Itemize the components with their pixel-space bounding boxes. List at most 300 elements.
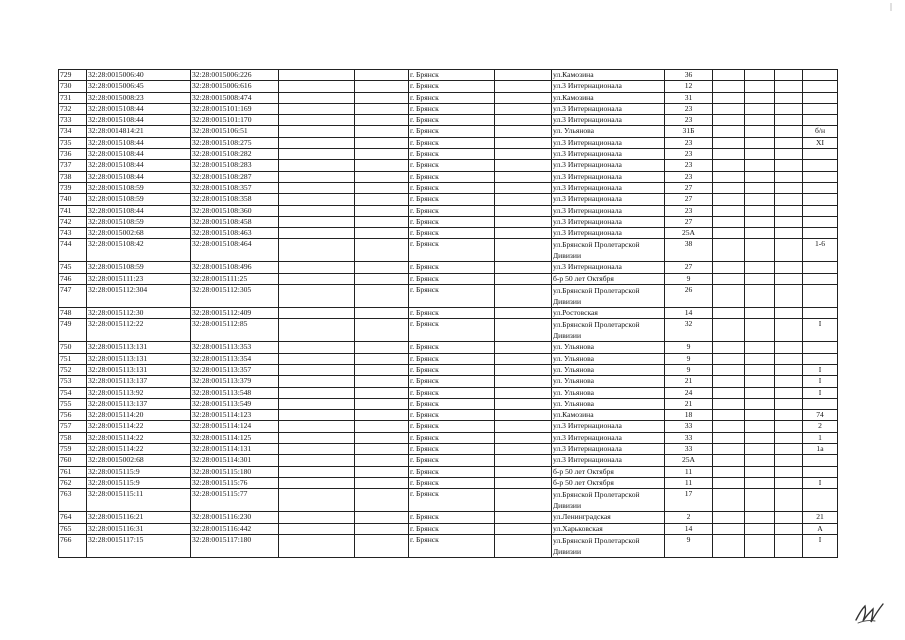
empty-cell bbox=[495, 523, 552, 534]
apartment-number bbox=[803, 115, 838, 126]
empty-cell bbox=[745, 149, 775, 160]
street: ул.3 Интернационала bbox=[552, 182, 665, 193]
city: г. Брянск bbox=[409, 364, 495, 375]
house-number: 23 bbox=[665, 160, 713, 171]
register-table bbox=[58, 69, 838, 558]
cadastral-number-land: 32:28:0015108:42 bbox=[87, 239, 191, 262]
empty-cell bbox=[713, 92, 745, 103]
empty-cell bbox=[355, 194, 409, 205]
house-number: 23 bbox=[665, 149, 713, 160]
empty-cell bbox=[713, 194, 745, 205]
cadastral-number-object: 32:28:0015108:358 bbox=[191, 194, 279, 205]
empty-cell bbox=[279, 262, 355, 273]
empty-cell bbox=[745, 273, 775, 284]
apartment-number bbox=[803, 455, 838, 466]
empty-cell bbox=[775, 477, 803, 488]
row-number: 730 bbox=[59, 81, 87, 92]
empty-cell bbox=[713, 512, 745, 523]
row-number: 763 bbox=[59, 489, 87, 512]
table-row bbox=[59, 523, 838, 534]
house-number: 26 bbox=[665, 285, 713, 308]
house-number: 9 bbox=[665, 364, 713, 375]
row-number: 747 bbox=[59, 285, 87, 308]
empty-cell bbox=[775, 285, 803, 308]
empty-cell bbox=[745, 410, 775, 421]
street: ул. Ульянова bbox=[552, 387, 665, 398]
apartment-number: б/н bbox=[803, 126, 838, 137]
cadastral-number-object: 32:28:0015116:230 bbox=[191, 512, 279, 523]
table-row bbox=[59, 137, 838, 148]
row-number: 733 bbox=[59, 115, 87, 126]
table-row bbox=[59, 273, 838, 284]
empty-cell bbox=[355, 432, 409, 443]
cadastral-number-object: 32:28:0015108:458 bbox=[191, 216, 279, 227]
table-row bbox=[59, 353, 838, 364]
cadastral-number-object: 32:28:0015114:125 bbox=[191, 432, 279, 443]
empty-cell bbox=[745, 194, 775, 205]
empty-cell bbox=[713, 239, 745, 262]
empty-cell bbox=[355, 205, 409, 216]
cadastral-number-land: 32:28:0015108:59 bbox=[87, 262, 191, 273]
cadastral-number-land: 32:28:0015108:59 bbox=[87, 194, 191, 205]
empty-cell bbox=[775, 239, 803, 262]
street: ул.Ростовская bbox=[552, 308, 665, 319]
empty-cell bbox=[745, 137, 775, 148]
empty-cell bbox=[355, 398, 409, 409]
empty-cell bbox=[495, 364, 552, 375]
row-number: 743 bbox=[59, 228, 87, 239]
scan-edge-mark bbox=[888, 0, 894, 10]
empty-cell bbox=[279, 398, 355, 409]
apartment-number: 1а bbox=[803, 444, 838, 455]
apartment-number: XI bbox=[803, 137, 838, 148]
cadastral-number-land: 32:28:0015113:92 bbox=[87, 387, 191, 398]
city: г. Брянск bbox=[409, 160, 495, 171]
table-row bbox=[59, 160, 838, 171]
empty-cell bbox=[355, 534, 409, 557]
empty-cell bbox=[775, 444, 803, 455]
empty-cell bbox=[495, 444, 552, 455]
table-row bbox=[59, 194, 838, 205]
cadastral-number-object: 32:28:0015108:496 bbox=[191, 262, 279, 273]
house-number: 23 bbox=[665, 171, 713, 182]
street: ул.Брянской Пролетарской Дивизии bbox=[552, 239, 665, 262]
city: г. Брянск bbox=[409, 455, 495, 466]
table-row bbox=[59, 444, 838, 455]
empty-cell bbox=[279, 319, 355, 342]
apartment-number bbox=[803, 466, 838, 477]
empty-cell bbox=[745, 115, 775, 126]
empty-cell bbox=[745, 364, 775, 375]
table-row bbox=[59, 319, 838, 342]
empty-cell bbox=[713, 455, 745, 466]
cadastral-number-object: 32:28:0015115:77 bbox=[191, 489, 279, 512]
city: г. Брянск bbox=[409, 70, 495, 81]
apartment-number bbox=[803, 81, 838, 92]
cadastral-number-land: 32:28:0015116:21 bbox=[87, 512, 191, 523]
cadastral-number-land: 32:28:0015112:30 bbox=[87, 308, 191, 319]
cadastral-number-object: 32:28:0015108:463 bbox=[191, 228, 279, 239]
empty-cell bbox=[775, 228, 803, 239]
street: ул.Харьковская bbox=[552, 523, 665, 534]
empty-cell bbox=[775, 126, 803, 137]
house-number: 11 bbox=[665, 477, 713, 488]
empty-cell bbox=[745, 228, 775, 239]
apartment-number: А bbox=[803, 523, 838, 534]
empty-cell bbox=[355, 228, 409, 239]
cadastral-number-land: 32:28:0015006:40 bbox=[87, 70, 191, 81]
house-number: 17 bbox=[665, 489, 713, 512]
street: ул.3 Интернационала bbox=[552, 81, 665, 92]
empty-cell bbox=[775, 92, 803, 103]
table-row bbox=[59, 421, 838, 432]
house-number: 14 bbox=[665, 308, 713, 319]
row-number: 764 bbox=[59, 512, 87, 523]
apartment-number bbox=[803, 285, 838, 308]
street: ул.3 Интернационала bbox=[552, 160, 665, 171]
cadastral-number-object: 32:28:0015108:275 bbox=[191, 137, 279, 148]
empty-cell bbox=[355, 319, 409, 342]
apartment-number: I bbox=[803, 534, 838, 557]
empty-cell bbox=[713, 205, 745, 216]
empty-cell bbox=[279, 126, 355, 137]
empty-cell bbox=[713, 149, 745, 160]
street: ул.3 Интернационала bbox=[552, 216, 665, 227]
street: ул.3 Интернационала bbox=[552, 228, 665, 239]
house-number: 23 bbox=[665, 137, 713, 148]
house-number: 21 bbox=[665, 376, 713, 387]
cadastral-number-land: 32:28:0015108:44 bbox=[87, 149, 191, 160]
empty-cell bbox=[713, 376, 745, 387]
empty-cell bbox=[713, 523, 745, 534]
apartment-number bbox=[803, 216, 838, 227]
empty-cell bbox=[495, 512, 552, 523]
empty-cell bbox=[745, 171, 775, 182]
row-number: 741 bbox=[59, 205, 87, 216]
empty-cell bbox=[745, 444, 775, 455]
cadastral-number-object: 32:28:0015108:283 bbox=[191, 160, 279, 171]
row-number: 757 bbox=[59, 421, 87, 432]
cadastral-number-land: 32:28:0015002:68 bbox=[87, 455, 191, 466]
empty-cell bbox=[279, 171, 355, 182]
empty-cell bbox=[775, 115, 803, 126]
empty-cell bbox=[495, 103, 552, 114]
row-number: 744 bbox=[59, 239, 87, 262]
empty-cell bbox=[745, 342, 775, 353]
row-number: 748 bbox=[59, 308, 87, 319]
apartment-number: I bbox=[803, 387, 838, 398]
empty-cell bbox=[713, 398, 745, 409]
empty-cell bbox=[745, 421, 775, 432]
cadastral-number-object: 32:28:0015113:357 bbox=[191, 364, 279, 375]
table-row bbox=[59, 115, 838, 126]
empty-cell bbox=[355, 523, 409, 534]
cadastral-number-object: 32:28:0015116:442 bbox=[191, 523, 279, 534]
empty-cell bbox=[495, 342, 552, 353]
apartment-number bbox=[803, 308, 838, 319]
empty-cell bbox=[495, 455, 552, 466]
cadastral-number-land: 32:28:0015108:44 bbox=[87, 160, 191, 171]
empty-cell bbox=[279, 149, 355, 160]
empty-cell bbox=[775, 455, 803, 466]
street: б-р 50 лет Октября bbox=[552, 273, 665, 284]
empty-cell bbox=[355, 216, 409, 227]
row-number: 760 bbox=[59, 455, 87, 466]
city: г. Брянск bbox=[409, 285, 495, 308]
apartment-number bbox=[803, 342, 838, 353]
empty-cell bbox=[713, 477, 745, 488]
street: ул. Ульянова bbox=[552, 126, 665, 137]
house-number: 33 bbox=[665, 432, 713, 443]
empty-cell bbox=[775, 171, 803, 182]
empty-cell bbox=[279, 273, 355, 284]
empty-cell bbox=[745, 376, 775, 387]
empty-cell bbox=[355, 512, 409, 523]
cadastral-number-land: 32:28:0015117:15 bbox=[87, 534, 191, 557]
apartment-number bbox=[803, 262, 838, 273]
house-number: 27 bbox=[665, 216, 713, 227]
empty-cell bbox=[495, 477, 552, 488]
empty-cell bbox=[745, 285, 775, 308]
row-number: 731 bbox=[59, 92, 87, 103]
city: г. Брянск bbox=[409, 92, 495, 103]
empty-cell bbox=[745, 81, 775, 92]
empty-cell bbox=[775, 160, 803, 171]
empty-cell bbox=[745, 182, 775, 193]
empty-cell bbox=[713, 308, 745, 319]
empty-cell bbox=[713, 489, 745, 512]
cadastral-number-land: 32:28:0015115:9 bbox=[87, 477, 191, 488]
empty-cell bbox=[495, 228, 552, 239]
house-number: 12 bbox=[665, 81, 713, 92]
empty-cell bbox=[279, 444, 355, 455]
city: г. Брянск bbox=[409, 342, 495, 353]
row-number: 759 bbox=[59, 444, 87, 455]
empty-cell bbox=[495, 216, 552, 227]
table-row bbox=[59, 489, 838, 512]
cadastral-number-land: 32:28:0015114:22 bbox=[87, 432, 191, 443]
empty-cell bbox=[279, 228, 355, 239]
empty-cell bbox=[775, 432, 803, 443]
empty-cell bbox=[279, 342, 355, 353]
cadastral-number-object: 32:28:0015113:548 bbox=[191, 387, 279, 398]
empty-cell bbox=[713, 81, 745, 92]
row-number: 761 bbox=[59, 466, 87, 477]
city: г. Брянск bbox=[409, 353, 495, 364]
table-row bbox=[59, 387, 838, 398]
city: г. Брянск bbox=[409, 182, 495, 193]
empty-cell bbox=[775, 421, 803, 432]
house-number: 9 bbox=[665, 353, 713, 364]
cadastral-number-land: 32:28:0015108:44 bbox=[87, 137, 191, 148]
empty-cell bbox=[355, 137, 409, 148]
empty-cell bbox=[279, 376, 355, 387]
empty-cell bbox=[495, 115, 552, 126]
empty-cell bbox=[279, 194, 355, 205]
empty-cell bbox=[495, 171, 552, 182]
empty-cell bbox=[745, 70, 775, 81]
cadastral-number-land: 32:28:0015008:23 bbox=[87, 92, 191, 103]
cadastral-number-land: 32:28:0015114:20 bbox=[87, 410, 191, 421]
city: г. Брянск bbox=[409, 387, 495, 398]
cadastral-number-object: 32:28:0015006:226 bbox=[191, 70, 279, 81]
empty-cell bbox=[745, 126, 775, 137]
empty-cell bbox=[495, 70, 552, 81]
empty-cell bbox=[713, 319, 745, 342]
city: г. Брянск bbox=[409, 228, 495, 239]
house-number: 23 bbox=[665, 103, 713, 114]
cadastral-number-object: 32:28:0015117:180 bbox=[191, 534, 279, 557]
empty-cell bbox=[745, 103, 775, 114]
cadastral-number-object: 32:28:0015108:357 bbox=[191, 182, 279, 193]
empty-cell bbox=[745, 432, 775, 443]
table-row bbox=[59, 228, 838, 239]
table-row bbox=[59, 216, 838, 227]
empty-cell bbox=[745, 512, 775, 523]
empty-cell bbox=[355, 364, 409, 375]
empty-cell bbox=[713, 137, 745, 148]
empty-cell bbox=[355, 182, 409, 193]
empty-cell bbox=[745, 92, 775, 103]
empty-cell bbox=[495, 432, 552, 443]
street: ул.Ленинградская bbox=[552, 512, 665, 523]
empty-cell bbox=[495, 126, 552, 137]
row-number: 746 bbox=[59, 273, 87, 284]
handwritten-page-signature bbox=[853, 598, 889, 628]
empty-cell bbox=[355, 81, 409, 92]
empty-cell bbox=[279, 70, 355, 81]
street: ул.3 Интернационала bbox=[552, 262, 665, 273]
empty-cell bbox=[775, 216, 803, 227]
empty-cell bbox=[713, 432, 745, 443]
empty-cell bbox=[745, 387, 775, 398]
house-number: 24 bbox=[665, 387, 713, 398]
empty-cell bbox=[495, 182, 552, 193]
city: г. Брянск bbox=[409, 216, 495, 227]
empty-cell bbox=[355, 273, 409, 284]
row-number: 749 bbox=[59, 319, 87, 342]
street: ул.3 Интернационала bbox=[552, 455, 665, 466]
table-row bbox=[59, 342, 838, 353]
empty-cell bbox=[775, 194, 803, 205]
cadastral-number-object: 32:28:0015115:76 bbox=[191, 477, 279, 488]
cadastral-number-object: 32:28:0015006:616 bbox=[191, 81, 279, 92]
empty-cell bbox=[279, 421, 355, 432]
cadastral-number-land: 32:28:0015112:22 bbox=[87, 319, 191, 342]
empty-cell bbox=[279, 364, 355, 375]
empty-cell bbox=[775, 387, 803, 398]
cadastral-number-land: 32:28:0015108:44 bbox=[87, 205, 191, 216]
apartment-number: I bbox=[803, 477, 838, 488]
city: г. Брянск bbox=[409, 489, 495, 512]
house-number: 21 bbox=[665, 398, 713, 409]
street: ул.3 Интернационала bbox=[552, 137, 665, 148]
street: ул.Камозина bbox=[552, 70, 665, 81]
table-row bbox=[59, 171, 838, 182]
table-row bbox=[59, 455, 838, 466]
empty-cell bbox=[279, 308, 355, 319]
empty-cell bbox=[775, 273, 803, 284]
empty-cell bbox=[713, 70, 745, 81]
street: ул.3 Интернационала bbox=[552, 103, 665, 114]
empty-cell bbox=[279, 103, 355, 114]
empty-cell bbox=[495, 353, 552, 364]
empty-cell bbox=[355, 149, 409, 160]
row-number: 766 bbox=[59, 534, 87, 557]
apartment-number bbox=[803, 70, 838, 81]
row-number: 758 bbox=[59, 432, 87, 443]
empty-cell bbox=[713, 115, 745, 126]
empty-cell bbox=[279, 205, 355, 216]
row-number: 745 bbox=[59, 262, 87, 273]
row-number: 737 bbox=[59, 160, 87, 171]
cadastral-number-object: 32:28:0015113:549 bbox=[191, 398, 279, 409]
empty-cell bbox=[775, 512, 803, 523]
city: г. Брянск bbox=[409, 534, 495, 557]
house-number: 9 bbox=[665, 273, 713, 284]
cadastral-number-object: 32:28:0015106:51 bbox=[191, 126, 279, 137]
empty-cell bbox=[745, 353, 775, 364]
house-number: 38 bbox=[665, 239, 713, 262]
city: г. Брянск bbox=[409, 512, 495, 523]
street: ул.3 Интернационала bbox=[552, 115, 665, 126]
cadastral-number-land: 32:28:0015006:45 bbox=[87, 81, 191, 92]
empty-cell bbox=[279, 353, 355, 364]
apartment-number: 21 bbox=[803, 512, 838, 523]
empty-cell bbox=[745, 205, 775, 216]
cadastral-number-object: 32:28:0015112:305 bbox=[191, 285, 279, 308]
apartment-number: I bbox=[803, 376, 838, 387]
empty-cell bbox=[355, 410, 409, 421]
cadastral-number-land: 32:28:0015113:131 bbox=[87, 364, 191, 375]
empty-cell bbox=[279, 115, 355, 126]
empty-cell bbox=[355, 308, 409, 319]
empty-cell bbox=[775, 410, 803, 421]
apartment-number bbox=[803, 194, 838, 205]
row-number: 754 bbox=[59, 387, 87, 398]
empty-cell bbox=[745, 319, 775, 342]
house-number: 11 bbox=[665, 466, 713, 477]
empty-cell bbox=[495, 376, 552, 387]
table-row bbox=[59, 432, 838, 443]
cadastral-number-object: 32:28:0015108:360 bbox=[191, 205, 279, 216]
empty-cell bbox=[745, 534, 775, 557]
table-row bbox=[59, 239, 838, 262]
table-row bbox=[59, 149, 838, 160]
empty-cell bbox=[495, 308, 552, 319]
cadastral-number-land: 32:28:0015108:44 bbox=[87, 103, 191, 114]
empty-cell bbox=[495, 273, 552, 284]
apartment-number bbox=[803, 149, 838, 160]
table-row bbox=[59, 126, 838, 137]
empty-cell bbox=[279, 182, 355, 193]
empty-cell bbox=[495, 534, 552, 557]
empty-cell bbox=[775, 308, 803, 319]
empty-cell bbox=[775, 353, 803, 364]
city: г. Брянск bbox=[409, 376, 495, 387]
empty-cell bbox=[279, 410, 355, 421]
street: ул.Брянской Пролетарской Дивизии bbox=[552, 534, 665, 557]
empty-cell bbox=[355, 70, 409, 81]
house-number: 23 bbox=[665, 115, 713, 126]
apartment-number bbox=[803, 171, 838, 182]
empty-cell bbox=[355, 489, 409, 512]
house-number: 25А bbox=[665, 455, 713, 466]
house-number: 9 bbox=[665, 342, 713, 353]
cadastral-number-land: 32:28:0015108:44 bbox=[87, 171, 191, 182]
row-number: 739 bbox=[59, 182, 87, 193]
street: ул. Ульянова bbox=[552, 376, 665, 387]
